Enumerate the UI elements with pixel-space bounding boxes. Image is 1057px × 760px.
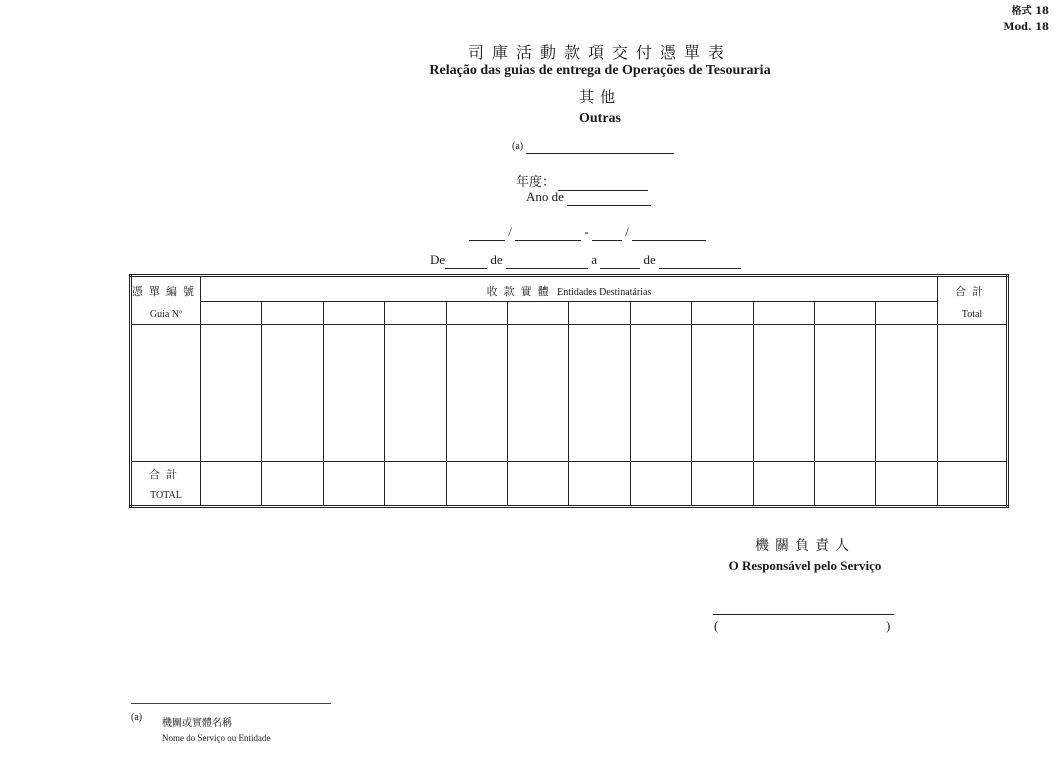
year-zh-field bbox=[516, 171, 648, 191]
form-code bbox=[1003, 4, 1049, 36]
total-cell[interactable] bbox=[692, 462, 753, 507]
total-cell[interactable] bbox=[323, 462, 384, 507]
body-cell[interactable] bbox=[815, 324, 876, 462]
signature-title-pt: O Responsável pelo Serviço bbox=[728, 558, 882, 573]
period-end-month[interactable] bbox=[632, 224, 706, 241]
body-cell[interactable] bbox=[876, 324, 938, 462]
total-row-pt: TOTAL bbox=[150, 490, 182, 502]
entity-col-1[interactable] bbox=[201, 302, 262, 324]
from-day[interactable] bbox=[445, 252, 487, 269]
total-cell[interactable] bbox=[876, 462, 938, 507]
from-month[interactable] bbox=[506, 252, 588, 269]
entity-col-12[interactable] bbox=[876, 302, 938, 324]
period-start-month[interactable] bbox=[515, 224, 581, 241]
slash-1: / bbox=[508, 224, 512, 239]
body-cell[interactable] bbox=[131, 324, 201, 462]
body-cell[interactable] bbox=[201, 324, 262, 462]
total-cell[interactable] bbox=[569, 462, 630, 507]
footnote-pt: Nome do Serviço ou Entidade bbox=[162, 733, 271, 743]
entity-col-3[interactable] bbox=[323, 302, 384, 324]
form-code-zh: 格式 18 bbox=[1011, 6, 1049, 17]
to-month[interactable] bbox=[659, 252, 741, 269]
de2-label: de bbox=[490, 252, 503, 267]
body-cell[interactable] bbox=[446, 324, 507, 462]
a-label: a bbox=[591, 252, 597, 267]
subtitle-zh: 其他 bbox=[578, 88, 621, 106]
title-pt: Relação das guias de entrega de Operações de Tesouraria bbox=[429, 63, 771, 78]
table-body-row bbox=[131, 324, 1008, 462]
guia-header-pt: Guia Nº bbox=[149, 309, 183, 320]
entity-col-9[interactable] bbox=[692, 302, 753, 324]
de3-label: de bbox=[643, 252, 656, 267]
period-end-day[interactable] bbox=[592, 224, 622, 241]
entity-col-5[interactable] bbox=[446, 302, 507, 324]
de-label: De bbox=[430, 252, 446, 267]
entity-col-7[interactable] bbox=[569, 302, 630, 324]
footnote-marker: (a) bbox=[131, 712, 143, 723]
entity-col-10[interactable] bbox=[753, 302, 814, 324]
subtitle-pt: Outras bbox=[579, 111, 621, 126]
entity-field-marker: (a) bbox=[512, 141, 524, 152]
body-cell[interactable] bbox=[508, 324, 569, 462]
year-pt-label: Ano de bbox=[526, 189, 564, 204]
footnote-rule bbox=[131, 703, 331, 704]
entity-col-4[interactable] bbox=[385, 302, 446, 324]
guia-header-zh: 憑單編號 bbox=[132, 286, 200, 298]
to-day[interactable] bbox=[600, 252, 640, 269]
dash: - bbox=[584, 224, 589, 239]
entidades-header bbox=[201, 276, 938, 302]
body-cell[interactable] bbox=[938, 324, 1008, 462]
entity-field-line[interactable] bbox=[526, 137, 674, 154]
body-cell[interactable] bbox=[692, 324, 753, 462]
period-text bbox=[430, 252, 741, 269]
entidades-header-pt: Entidades Destinatárias bbox=[557, 287, 652, 299]
body-cell[interactable] bbox=[753, 324, 814, 462]
total-header-zh: 合計 bbox=[955, 286, 989, 298]
year-pt-field bbox=[526, 189, 651, 206]
signature-title-zh: 機關負責人 bbox=[755, 538, 855, 554]
total-cell[interactable] bbox=[630, 462, 691, 507]
title-zh: 司庫活動款項交付憑單表 bbox=[467, 43, 732, 62]
year-pt-line[interactable] bbox=[567, 189, 651, 206]
entidades-header-zh: 收款實體 bbox=[486, 286, 555, 299]
body-cell[interactable] bbox=[323, 324, 384, 462]
body-cell[interactable] bbox=[262, 324, 323, 462]
form-code-pt: Mod. 18 bbox=[1003, 22, 1049, 33]
total-cell[interactable] bbox=[446, 462, 507, 507]
paren-open: ( bbox=[714, 618, 719, 633]
total-cell[interactable] bbox=[385, 462, 446, 507]
guia-header-cell bbox=[131, 276, 201, 325]
entity-col-6[interactable] bbox=[508, 302, 569, 324]
body-cell[interactable] bbox=[630, 324, 691, 462]
entity-col-8[interactable] bbox=[630, 302, 691, 324]
entity-field bbox=[512, 137, 674, 154]
table-total-row bbox=[131, 462, 1008, 507]
total-header-cell bbox=[938, 276, 1008, 325]
total-header-pt: Total bbox=[961, 309, 983, 320]
body-cell[interactable] bbox=[569, 324, 630, 462]
body-cell[interactable] bbox=[385, 324, 446, 462]
total-cell[interactable] bbox=[753, 462, 814, 507]
period-start-day[interactable] bbox=[469, 224, 505, 241]
entity-col-11[interactable] bbox=[815, 302, 876, 324]
total-row-zh: 合計 bbox=[149, 469, 183, 482]
year-zh-label: 年度： bbox=[516, 174, 556, 189]
total-row-label bbox=[131, 462, 201, 507]
period-dates bbox=[469, 224, 706, 241]
grand-total-cell[interactable] bbox=[938, 462, 1008, 507]
total-cell[interactable] bbox=[508, 462, 569, 507]
slash-2: / bbox=[625, 224, 629, 239]
entity-col-2[interactable] bbox=[262, 302, 323, 324]
total-cell[interactable] bbox=[262, 462, 323, 507]
footnote-zh: 機關或實體名稱 bbox=[162, 718, 232, 729]
paren-close: ) bbox=[886, 618, 891, 633]
total-cell[interactable] bbox=[815, 462, 876, 507]
guias-table bbox=[129, 274, 1009, 508]
total-cell[interactable] bbox=[201, 462, 262, 507]
signature-line[interactable] bbox=[713, 614, 894, 615]
